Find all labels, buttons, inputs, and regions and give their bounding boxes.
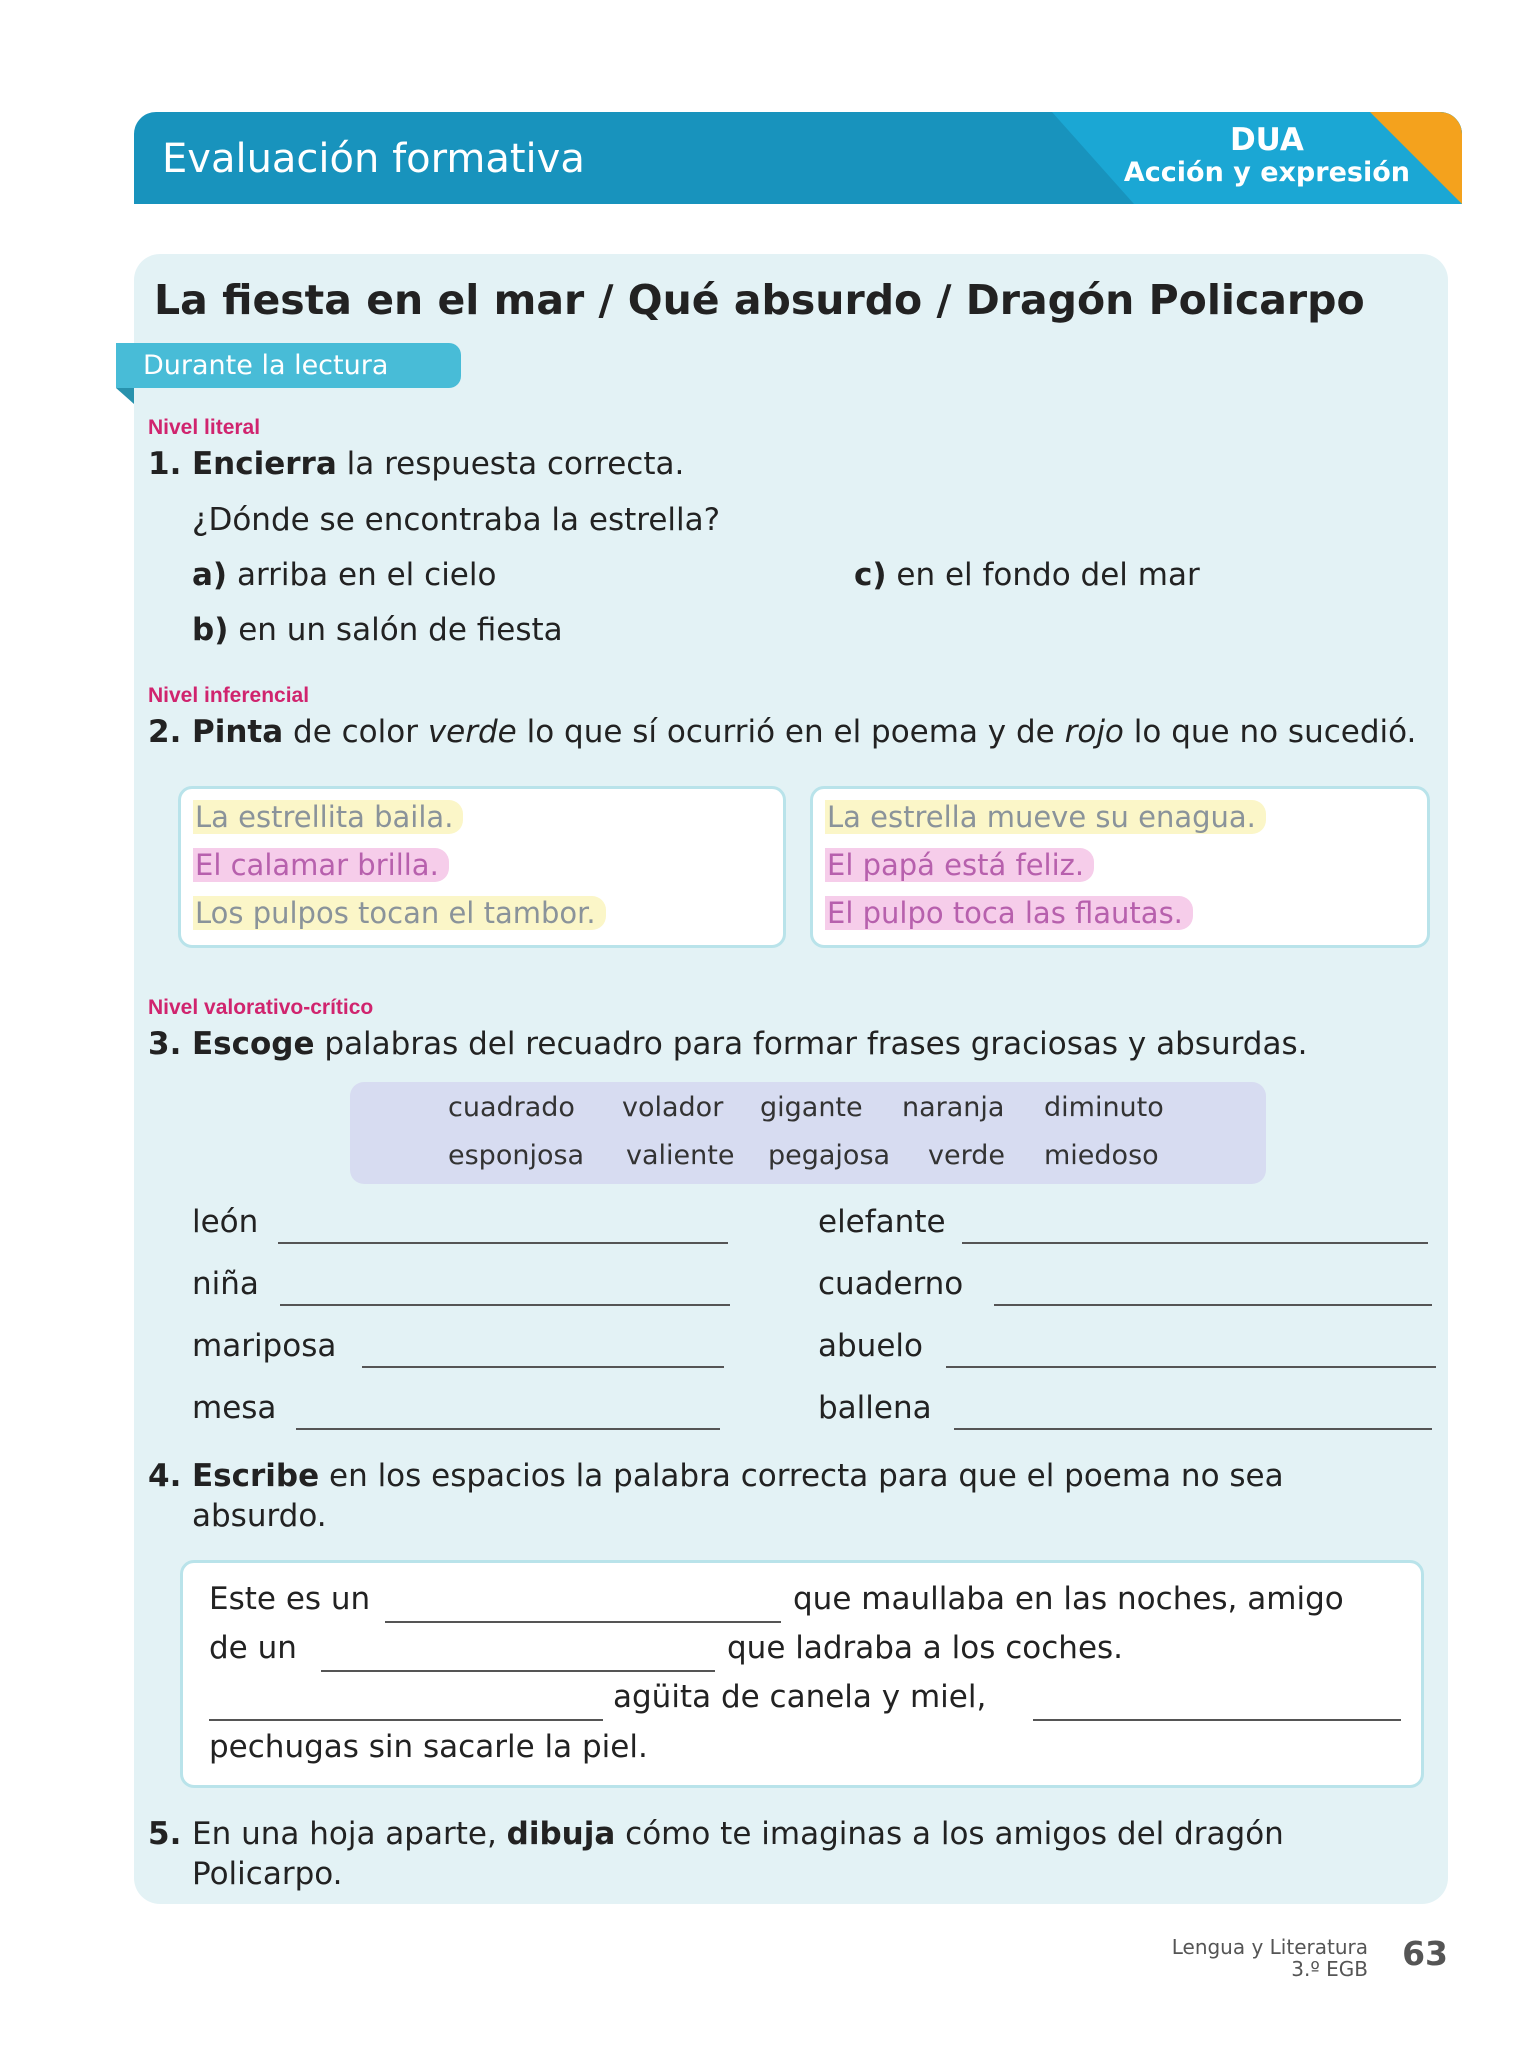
- question-verb: Pinta: [192, 714, 284, 750]
- poem-blank[interactable]: [321, 1670, 715, 1672]
- answer-line[interactable]: [280, 1304, 730, 1306]
- noun-label: mesa: [192, 1390, 277, 1426]
- poem-blank[interactable]: [209, 1719, 603, 1721]
- tab-fold: [116, 388, 134, 404]
- question-5-continuation: Policarpo.: [192, 1856, 343, 1892]
- question-verb: dibuja: [506, 1816, 616, 1852]
- question-verb: Escoge: [192, 1026, 315, 1062]
- question-2: [148, 714, 1416, 750]
- poem-text: que ladraba a los coches.: [727, 1630, 1124, 1666]
- noun-label: mariposa: [192, 1328, 337, 1364]
- answer-line[interactable]: [362, 1366, 724, 1368]
- word-bank-item: gigante: [760, 1092, 863, 1123]
- noun-label: ballena: [818, 1390, 932, 1426]
- question-5: [148, 1816, 1284, 1852]
- poem-blank[interactable]: [385, 1621, 781, 1623]
- page-number: 63: [1402, 1934, 1448, 1973]
- question-number: 1.: [148, 446, 182, 482]
- question-text: En una hoja aparte,: [192, 1816, 507, 1852]
- question-text: la respuesta correcta.: [336, 446, 685, 482]
- poem-text: de un: [209, 1630, 297, 1666]
- word-bank-item: miedoso: [1044, 1140, 1159, 1171]
- question-number: 4.: [148, 1458, 182, 1494]
- answer-line[interactable]: [278, 1242, 728, 1244]
- subject-name: Lengua y Literatura: [1171, 1935, 1368, 1959]
- question-text: lo que sí ocurrió en el poema y de: [516, 714, 1065, 750]
- option-text: en el fondo del mar: [886, 557, 1200, 593]
- option-letter: c): [854, 557, 887, 593]
- question-3: [148, 1026, 1307, 1062]
- word-bank-item: diminuto: [1044, 1092, 1164, 1123]
- question-number: 3.: [148, 1026, 182, 1062]
- grade-label: 3.º EGB: [1291, 1957, 1368, 1981]
- question-4-continuation: absurdo.: [192, 1498, 327, 1534]
- activity-panel: [134, 254, 1448, 1904]
- page-title: La fiesta en el mar / Qué absurdo / Dragón Policarpo: [154, 276, 1365, 324]
- poem-box: [180, 1560, 1424, 1788]
- statement[interactable]: La estrella mueve su enagua.: [825, 800, 1266, 834]
- poem-text: Este es un: [209, 1581, 371, 1617]
- question-1-prompt: ¿Dónde se encontraba la estrella?: [192, 502, 721, 538]
- question-verb: Escribe: [192, 1458, 320, 1494]
- word-bank-item: verde: [928, 1140, 1005, 1171]
- color-red-word: rojo: [1064, 714, 1124, 750]
- dua-subtitle: Acción y expresión: [1123, 157, 1410, 188]
- section-tab: Durante la lectura: [116, 343, 461, 388]
- option-b[interactable]: [192, 612, 563, 648]
- word-bank-item: cuadrado: [448, 1092, 575, 1123]
- question-number: 5.: [148, 1816, 182, 1852]
- noun-label: cuaderno: [818, 1266, 964, 1302]
- answer-line[interactable]: [994, 1304, 1432, 1306]
- question-text: lo que no sucedió.: [1123, 714, 1417, 750]
- word-bank-item: volador: [622, 1092, 724, 1123]
- statements-box-left: [178, 786, 786, 948]
- noun-label: abuelo: [818, 1328, 923, 1364]
- level-critical: Nivel valorativo-crítico: [148, 996, 374, 1019]
- level-literal: Nivel literal: [148, 416, 261, 439]
- answer-line[interactable]: [954, 1428, 1432, 1430]
- word-bank-item: valiente: [626, 1140, 735, 1171]
- question-text: palabras del recuadro para formar frases graciosas y absurdas.: [314, 1026, 1308, 1062]
- answer-line[interactable]: [296, 1428, 720, 1430]
- option-text: arriba en el cielo: [227, 557, 497, 593]
- statements-box-right: [810, 786, 1430, 948]
- question-verb: Encierra: [192, 446, 337, 482]
- color-green-word: verde: [427, 714, 517, 750]
- option-letter: a): [192, 557, 228, 593]
- word-bank-item: naranja: [902, 1092, 1005, 1123]
- answer-line[interactable]: [962, 1242, 1428, 1244]
- question-1: [148, 446, 684, 482]
- noun-label: niña: [192, 1266, 259, 1302]
- statement[interactable]: Los pulpos tocan el tambor.: [193, 896, 606, 930]
- option-letter: b): [192, 612, 229, 648]
- dua-title: DUA: [1229, 122, 1304, 158]
- statement[interactable]: El pulpo toca las flautas.: [825, 896, 1193, 930]
- statement[interactable]: La estrellita baila.: [193, 800, 463, 834]
- header-banner: [134, 112, 1462, 204]
- option-text: en un salón de fiesta: [228, 612, 563, 648]
- level-inferential: Nivel inferencial: [148, 684, 310, 707]
- footer-subject: [1172, 1936, 1368, 1980]
- statement[interactable]: El papá está feliz.: [825, 848, 1094, 882]
- poem-text: pechugas sin sacarle la piel.: [209, 1729, 648, 1765]
- question-4: [148, 1458, 1284, 1494]
- question-text: en los espacios la palabra correcta para que el poema no sea: [319, 1458, 1284, 1494]
- poem-blank[interactable]: [1033, 1719, 1401, 1721]
- answer-line[interactable]: [946, 1366, 1436, 1368]
- option-a[interactable]: [192, 557, 496, 593]
- option-c[interactable]: [854, 557, 1200, 593]
- dua-label: [1124, 124, 1410, 190]
- noun-label: elefante: [818, 1204, 946, 1240]
- poem-text: agüita de canela y miel,: [613, 1679, 987, 1715]
- statement[interactable]: El calamar brilla.: [193, 848, 449, 882]
- header-title: Evaluación formativa: [162, 136, 585, 182]
- question-text: cómo te imaginas a los amigos del dragón: [615, 1816, 1284, 1852]
- question-number: 2.: [148, 714, 182, 750]
- poem-text: que maullaba en las noches, amigo: [793, 1581, 1344, 1617]
- word-bank-item: esponjosa: [448, 1140, 585, 1171]
- word-bank: [350, 1082, 1266, 1184]
- question-text: de color: [283, 714, 428, 750]
- word-bank-item: pegajosa: [768, 1140, 891, 1171]
- noun-label: león: [192, 1204, 259, 1240]
